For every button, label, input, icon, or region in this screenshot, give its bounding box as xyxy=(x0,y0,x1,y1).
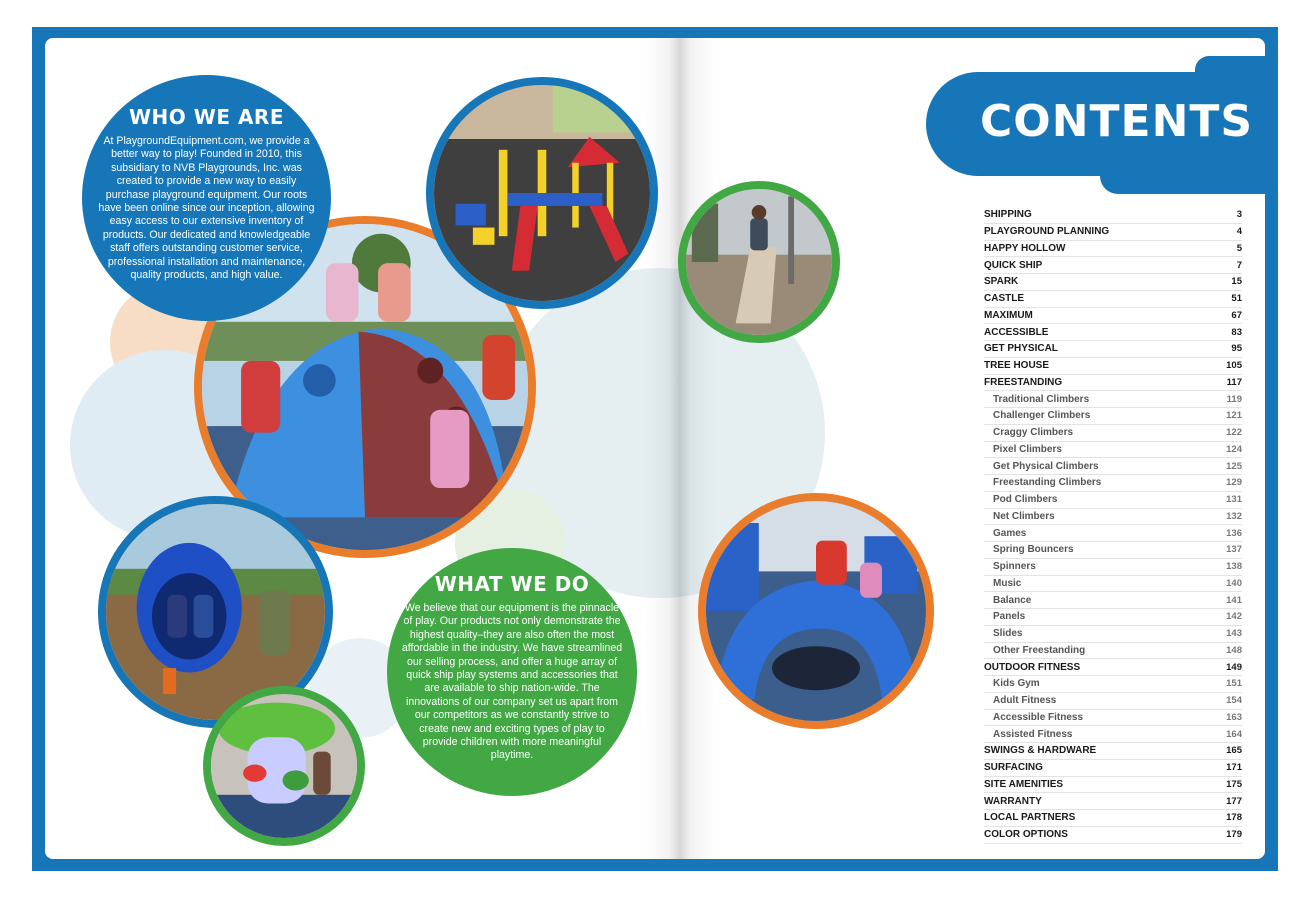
toc-entry-label: Balance xyxy=(993,594,1032,606)
photo-play-structure xyxy=(426,77,658,309)
table-of-contents xyxy=(984,207,1242,844)
toc-entry-label: HAPPY HOLLOW xyxy=(984,242,1066,254)
contents-tab-top xyxy=(1195,56,1266,86)
toc-entry-label: SHIPPING xyxy=(984,209,1032,221)
toc-entry-page: 3 xyxy=(1236,209,1242,221)
toc-entry-label: CASTLE xyxy=(984,293,1024,305)
toc-entry-label: Assisted Fitness xyxy=(993,728,1073,740)
toc-entry-label: OUTDOOR FITNESS xyxy=(984,661,1081,673)
toc-entry-page: 141 xyxy=(1226,594,1242,606)
toc-entry-page: 140 xyxy=(1226,577,1242,589)
toc-entry-page: 149 xyxy=(1226,661,1242,673)
toc-entry[interactable] xyxy=(984,358,1242,375)
toc-entry[interactable] xyxy=(984,408,1242,425)
toc-entry-label: Slides xyxy=(993,628,1023,640)
toc-entry[interactable] xyxy=(984,827,1242,844)
who-we-are-circle xyxy=(82,75,331,321)
toc-entry-page: 165 xyxy=(1226,745,1242,757)
toc-entry[interactable] xyxy=(984,626,1242,643)
toc-entry[interactable] xyxy=(984,425,1242,442)
contents-title: CONTENTS xyxy=(980,96,1254,147)
toc-entry-label: MAXIMUM xyxy=(984,309,1033,321)
toc-entry[interactable] xyxy=(984,542,1242,559)
toc-entry[interactable] xyxy=(984,576,1242,593)
toc-entry-label: TREE HOUSE xyxy=(984,360,1050,372)
toc-entry-label: Kids Gym xyxy=(993,678,1040,690)
toc-entry-label: Panels xyxy=(993,611,1026,623)
who-we-are-heading: WHO WE ARE xyxy=(129,105,284,129)
toc-entry-label: Pixel Climbers xyxy=(993,443,1062,455)
contents-tab-bottom xyxy=(1100,160,1266,194)
toc-entry-page: 51 xyxy=(1231,293,1242,305)
toc-entry-page: 178 xyxy=(1226,812,1242,824)
toc-entry-page: 83 xyxy=(1231,326,1242,338)
toc-entry-page: 138 xyxy=(1226,561,1242,573)
toc-entry-page: 95 xyxy=(1231,343,1242,355)
toc-entry-label: Traditional Climbers xyxy=(993,393,1090,405)
toc-entry[interactable] xyxy=(984,291,1242,308)
toc-entry-label: WARRANTY xyxy=(984,795,1042,807)
toc-entry-label: LOCAL PARTNERS xyxy=(984,812,1076,824)
toc-entry-page: 137 xyxy=(1226,544,1242,556)
toc-entry-page: 15 xyxy=(1231,276,1242,288)
toc-entry-label: FREESTANDING xyxy=(984,376,1063,388)
toc-entry-page: 136 xyxy=(1226,527,1242,539)
toc-entry[interactable] xyxy=(984,793,1242,810)
toc-entry[interactable] xyxy=(984,693,1242,710)
toc-entry-page: 7 xyxy=(1236,259,1242,271)
toc-entry[interactable] xyxy=(984,458,1242,475)
what-we-do-body: We believe that our equipment is the pinnacle of play. Our products not only demonstrate the highest quality–they are also often the most affordable in the industry. We have streamlined our selling process, and offer a huge array of quick ship play systems and accessories that are available to ship nation-wide. The innovations of our company set us apart from our competitors as we constantly strive to create new and exciting types of play to provide children with more meaningful playtime. xyxy=(401,602,623,762)
toc-entry[interactable] xyxy=(984,726,1242,743)
toc-entry[interactable] xyxy=(984,274,1242,291)
photo-slide xyxy=(678,181,840,343)
what-we-do-circle xyxy=(387,548,637,796)
toc-entry[interactable] xyxy=(984,442,1242,459)
toc-entry-label: Adult Fitness xyxy=(993,695,1057,707)
toc-entry-page: 171 xyxy=(1226,762,1242,774)
page-fold xyxy=(645,38,715,859)
toc-entry[interactable] xyxy=(984,777,1242,794)
toc-entry-label: Pod Climbers xyxy=(993,494,1058,506)
toc-entry[interactable] xyxy=(984,341,1242,358)
toc-entry-page: 164 xyxy=(1226,728,1242,740)
toc-entry-page: 131 xyxy=(1226,494,1242,506)
toc-entry[interactable] xyxy=(984,375,1242,392)
toc-entry[interactable] xyxy=(984,224,1242,241)
toc-entry-page: 179 xyxy=(1226,829,1242,841)
toc-entry[interactable] xyxy=(984,475,1242,492)
toc-entry-page: 163 xyxy=(1226,711,1242,723)
toc-entry-label: PLAYGROUND PLANNING xyxy=(984,226,1110,238)
toc-entry-label: Music xyxy=(993,577,1022,589)
toc-entry-page: 67 xyxy=(1231,309,1242,321)
what-we-do-heading: WHAT WE DO xyxy=(434,572,590,596)
toc-entry[interactable] xyxy=(984,257,1242,274)
toc-entry-page: 124 xyxy=(1226,443,1242,455)
toc-entry-label: Freestanding Climbers xyxy=(993,477,1102,489)
toc-entry[interactable] xyxy=(984,492,1242,509)
toc-entry[interactable] xyxy=(984,391,1242,408)
toc-entry-page: 132 xyxy=(1226,510,1242,522)
toc-entry-label: Games xyxy=(993,527,1027,539)
toc-entry[interactable] xyxy=(984,659,1242,676)
toc-entry-label: SWINGS & HARDWARE xyxy=(984,745,1097,757)
toc-entry-label: Spring Bouncers xyxy=(993,544,1074,556)
toc-entry-page: 151 xyxy=(1226,678,1242,690)
toc-entry[interactable] xyxy=(984,592,1242,609)
toc-entry[interactable] xyxy=(984,609,1242,626)
toc-entry[interactable] xyxy=(984,760,1242,777)
toc-entry-page: 121 xyxy=(1226,410,1242,422)
toc-entry[interactable] xyxy=(984,525,1242,542)
toc-entry[interactable] xyxy=(984,643,1242,660)
toc-entry-label: Other Freestanding xyxy=(993,644,1086,656)
toc-entry-label: Accessible Fitness xyxy=(993,711,1084,723)
toc-entry[interactable] xyxy=(984,710,1242,727)
toc-entry-label: Get Physical Climbers xyxy=(993,460,1099,472)
toc-entry-page: 125 xyxy=(1226,460,1242,472)
toc-entry-page: 119 xyxy=(1226,393,1242,405)
toc-entry-page: 143 xyxy=(1226,628,1242,640)
toc-entry-page: 4 xyxy=(1236,226,1242,238)
toc-entry-label: QUICK SHIP xyxy=(984,259,1043,271)
toc-entry-page: 117 xyxy=(1226,376,1242,388)
toc-entry-page: 148 xyxy=(1226,644,1242,656)
toc-entry-label: Craggy Climbers xyxy=(993,427,1074,439)
toc-entry-page: 129 xyxy=(1226,477,1242,489)
photo-tunnel-climber xyxy=(698,493,934,729)
toc-entry[interactable] xyxy=(984,810,1242,827)
toc-entry-page: 142 xyxy=(1226,611,1242,623)
toc-entry-label: SITE AMENITIES xyxy=(984,778,1064,790)
toc-entry-label: Challenger Climbers xyxy=(993,410,1091,422)
toc-entry-page: 122 xyxy=(1226,427,1242,439)
photo-mushroom-playhouse xyxy=(203,686,365,846)
toc-entry[interactable] xyxy=(984,559,1242,576)
toc-entry[interactable] xyxy=(984,509,1242,526)
toc-entry[interactable] xyxy=(984,308,1242,325)
toc-entry-label: Net Climbers xyxy=(993,510,1055,522)
toc-entry-label: SURFACING xyxy=(984,762,1043,774)
toc-entry-page: 175 xyxy=(1226,778,1242,790)
toc-entry-page: 177 xyxy=(1226,795,1242,807)
toc-entry-label: ACCESSIBLE xyxy=(984,326,1049,338)
toc-entry-label: COLOR OPTIONS xyxy=(984,829,1068,841)
toc-entry[interactable] xyxy=(984,324,1242,341)
toc-entry[interactable] xyxy=(984,241,1242,258)
toc-entry[interactable] xyxy=(984,207,1242,224)
toc-entry[interactable] xyxy=(984,676,1242,693)
toc-entry[interactable] xyxy=(984,743,1242,760)
toc-entry-page: 5 xyxy=(1236,242,1242,254)
toc-entry-page: 154 xyxy=(1226,695,1242,707)
toc-entry-label: GET PHYSICAL xyxy=(984,343,1058,355)
who-we-are-body: At PlaygroundEquipment.com, we provide a better way to play! Founded in 2010, this subsidiary to NVB Playgrounds, Inc. was created to provide a new way to easily purchase playground equipment. Our roots have been online since our inception, allowing easy access to our extensive inventory of products. Our dedicated and knowledgeable staff offers outstanding customer service, professional installation and maintenance, quality products, and high value. xyxy=(98,135,315,282)
toc-entry-label: SPARK xyxy=(984,276,1019,288)
toc-entry-label: Spinners xyxy=(993,561,1036,573)
toc-entry-page: 105 xyxy=(1226,360,1242,372)
